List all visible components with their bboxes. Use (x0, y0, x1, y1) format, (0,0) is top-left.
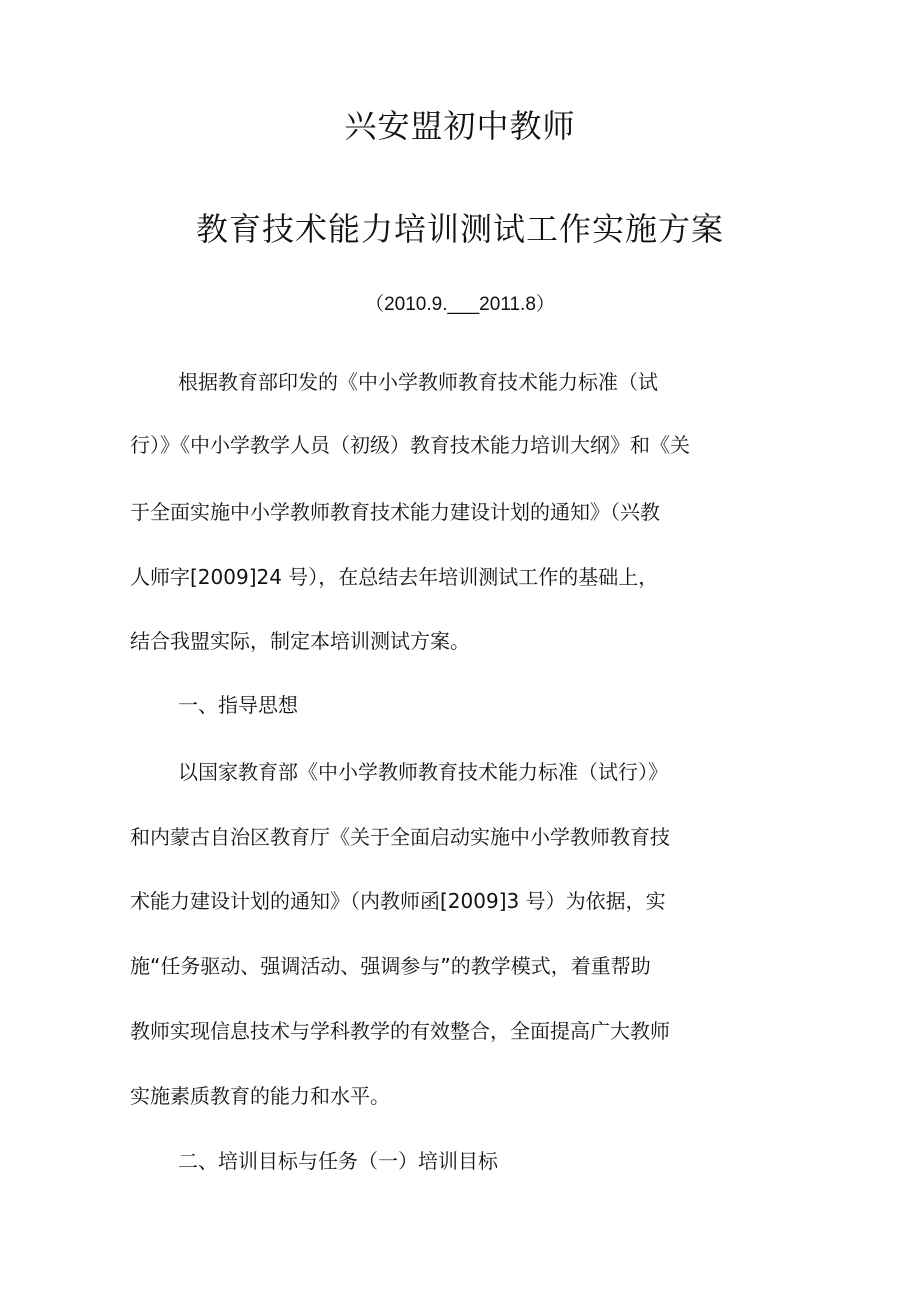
document-date-range: （2010.9.___2011.8） (365, 294, 555, 315)
paragraph-line: 教师实现信息技术与学科教学的有效整合，全面提高广大教师 (130, 1019, 670, 1043)
paragraph-line: 以国家教育部《中小学教师教育技术能力标准（试行）》 (178, 760, 668, 784)
section-heading: 二、培训目标与任务（一）培训目标 (178, 1149, 498, 1173)
paragraph-line: 根据教育部印发的《中小学教师教育技术能力标准（试 (178, 370, 658, 394)
paragraph-line: 和内蒙古自治区教育厅《关于全面启动实施中小学教师教育技 (130, 825, 670, 849)
paragraph-line: 行）》《中小学教学人员（初级）教育技术能力培训大纲》和《关 (130, 433, 690, 457)
document-title-line-2: 教育技术能力培训测试工作实施方案 (195, 210, 724, 248)
paragraph-line: 人师字[2009]24 号），在总结去年培训测试工作的基础上， (130, 565, 659, 589)
paragraph-line: 术能力建设计划的通知》（内教师函[2009]3 号）为依据，实 (130, 889, 666, 913)
section-heading: 一、指导思想 (178, 693, 298, 717)
paragraph-line: 结合我盟实际，制定本培训测试方案。 (130, 629, 470, 653)
paragraph-line: 施“任务驱动、强调活动、强调参与”的教学模式，着重帮助 (130, 954, 651, 978)
paragraph-line: 实施素质教育的能力和水平。 (130, 1084, 390, 1108)
document-title-line-1: 兴安盟初中教师 (344, 107, 576, 145)
paragraph-line: 于全面实施中小学教师教育技术能力建设计划的通知》（兴教 (130, 500, 660, 524)
